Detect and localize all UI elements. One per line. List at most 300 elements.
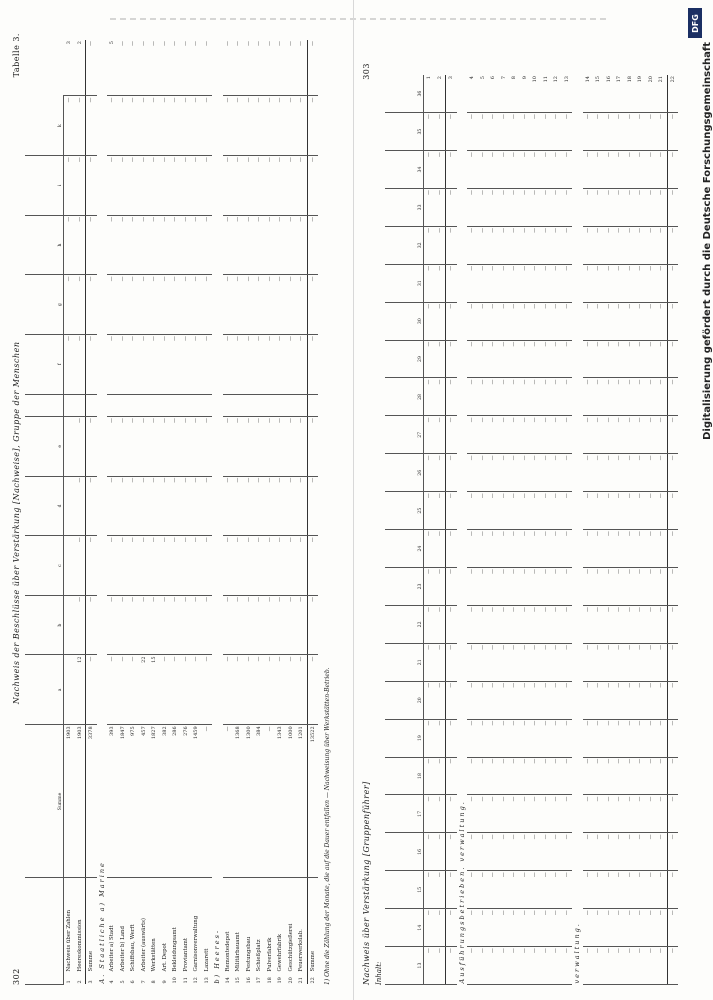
column-header: 19 (385, 719, 424, 757)
table-cell: — (435, 568, 446, 606)
table-cell: — (625, 378, 636, 416)
table-cell: — (424, 947, 435, 985)
table-cell: — (667, 605, 678, 643)
table-cell (191, 394, 202, 416)
table-cell: — (583, 226, 594, 264)
table-cell: — (435, 188, 446, 226)
table-row (604, 75, 615, 985)
table-cell: — (202, 96, 213, 156)
table-cell: — (667, 871, 678, 909)
table-cell: — (107, 275, 118, 335)
table-cell: — (520, 416, 531, 454)
table-cell: — (435, 643, 446, 681)
table-cell: — (128, 476, 139, 536)
table-cell: — (488, 302, 499, 340)
table-cell: — (646, 605, 657, 643)
table-cell: — (191, 595, 202, 655)
table-cell: — (446, 833, 457, 871)
table-cell: — (656, 492, 667, 530)
table-cell: — (583, 454, 594, 492)
table-cell: — (530, 757, 541, 795)
table-cell: — (583, 909, 594, 947)
table-cell: — (604, 530, 615, 568)
column-header: 21 (385, 643, 424, 681)
table-cell: — (625, 454, 636, 492)
table-cell: — (191, 476, 202, 536)
table-cell: — (223, 334, 234, 394)
table-cell: — (128, 156, 139, 216)
table-cell: — (446, 947, 457, 985)
row-label: Summe (88, 950, 95, 972)
table-cell: — (424, 757, 435, 795)
table-cell: — (128, 655, 139, 725)
table-cell: — (75, 215, 86, 275)
section-heading: b) Heeres- (213, 928, 222, 984)
table-cell: — (107, 536, 118, 596)
table-cell: — (635, 681, 646, 719)
table-cell: — (646, 909, 657, 947)
table-row (583, 75, 594, 985)
table-cell (75, 394, 86, 416)
table-cell: — (614, 378, 625, 416)
row-label: Schießplatz (256, 939, 263, 972)
table-cell: — (307, 96, 318, 156)
table-row (128, 40, 139, 985)
column-header: 31 (385, 264, 424, 302)
table-cell: — (139, 334, 150, 394)
table-cell: — (530, 188, 541, 226)
table-cell: — (181, 40, 192, 96)
table-row (296, 40, 307, 985)
table-cell: — (307, 40, 318, 96)
table-cell: — (435, 871, 446, 909)
table-cell: — (593, 871, 604, 909)
table-cell: — (656, 416, 667, 454)
table-cell: — (583, 188, 594, 226)
table-cell: 1903 (64, 725, 75, 878)
sub-header: Inhalt: (375, 961, 383, 985)
table-cell: 384 (254, 725, 265, 878)
table-cell: — (424, 226, 435, 264)
table-cell: — (499, 568, 510, 606)
table-cell: 975 (128, 725, 139, 878)
table-cell: — (604, 492, 615, 530)
row-label: Bekleidungsamt (172, 927, 179, 972)
table-cell: — (467, 530, 478, 568)
table-cell: — (635, 719, 646, 757)
table-cell: — (604, 113, 615, 151)
table-cell: — (583, 340, 594, 378)
table-cell: — (478, 757, 489, 795)
table-cell: — (435, 909, 446, 947)
footnote: 1) Ohne die Zählung der Monate, die auf die Dauer entfallen — Nachweisung über Werkstätten-Betrieb. (324, 667, 331, 985)
table-cell: — (275, 595, 286, 655)
table-cell: — (75, 275, 86, 335)
table-cell: — (520, 795, 531, 833)
table-cell: — (296, 215, 307, 275)
table-cell: — (139, 275, 150, 335)
column-header: 24 (385, 530, 424, 568)
table-cell (64, 655, 75, 725)
table-cell: — (118, 536, 129, 596)
table-cell: — (478, 340, 489, 378)
table-cell: — (551, 909, 562, 947)
table-cell: — (520, 947, 531, 985)
table-row (435, 75, 446, 985)
table-cell: — (64, 275, 75, 335)
table-cell: — (551, 188, 562, 226)
row-number: 16 (245, 977, 252, 984)
table-cell: — (107, 416, 118, 476)
table-cell: — (509, 416, 520, 454)
table-cell: — (551, 681, 562, 719)
table-cell: — (499, 151, 510, 189)
table-cell: — (541, 681, 552, 719)
table-cell: — (604, 416, 615, 454)
table-cell: — (562, 909, 573, 947)
table-cell: — (191, 215, 202, 275)
table-cell: — (520, 340, 531, 378)
table-cell: — (593, 226, 604, 264)
table-cell: — (223, 416, 234, 476)
table-cell: — (614, 113, 625, 151)
table-cell: — (656, 113, 667, 151)
row-label: Gewehrfabrik (277, 933, 284, 972)
table-cell: — (541, 871, 552, 909)
table-cell: — (446, 302, 457, 340)
column-header: 33 (385, 188, 424, 226)
table-cell: 1903 (75, 725, 86, 878)
table-cell: — (656, 264, 667, 302)
table-cell: — (625, 492, 636, 530)
table-row (233, 40, 244, 985)
table-cell: — (446, 530, 457, 568)
row-label: Schiffsbau, Werft (130, 924, 137, 972)
table-cell: — (181, 536, 192, 596)
table-cell (149, 394, 160, 416)
table-cell: — (656, 757, 667, 795)
table-cell: — (667, 378, 678, 416)
table-cell: — (656, 568, 667, 606)
table-cell (64, 394, 75, 416)
table-cell: — (265, 334, 276, 394)
table-cell: — (223, 96, 234, 156)
table-cell: — (265, 536, 276, 596)
table-cell: — (646, 264, 657, 302)
table-cell: — (562, 302, 573, 340)
table-cell: — (646, 795, 657, 833)
table-cell: 21 (656, 75, 667, 113)
table-cell: — (625, 340, 636, 378)
table-cell: — (139, 536, 150, 596)
table-cell (160, 394, 171, 416)
table-cell: — (296, 416, 307, 476)
table-cell: 20 (646, 75, 657, 113)
row-label: Arbeiter a) Stadt (109, 925, 116, 972)
table-row (307, 40, 318, 985)
table-cell: — (233, 334, 244, 394)
table-cell: — (509, 568, 520, 606)
table-cell: 15 (593, 75, 604, 113)
table-cell: — (562, 681, 573, 719)
table-cell: — (488, 947, 499, 985)
table-cell (202, 394, 213, 416)
table-cell: — (488, 530, 499, 568)
table-cell: — (541, 416, 552, 454)
table-cell: — (604, 947, 615, 985)
table-cell: 17 (614, 75, 625, 113)
table-cell: — (128, 96, 139, 156)
table-cell: — (530, 947, 541, 985)
column-header: 16 (385, 833, 424, 871)
table-cell: — (467, 378, 478, 416)
table-cell: — (139, 156, 150, 216)
table-cell: — (509, 454, 520, 492)
table-cell: — (614, 871, 625, 909)
table-cell: — (604, 378, 615, 416)
table-cell: — (446, 340, 457, 378)
table-cell: — (604, 264, 615, 302)
table-cell: — (625, 416, 636, 454)
table-cell: — (191, 40, 202, 96)
table-cell: — (646, 833, 657, 871)
table-cell: — (139, 96, 150, 156)
table-cell: — (509, 871, 520, 909)
table-cell: — (286, 416, 297, 476)
column-header: 30 (385, 302, 424, 340)
table-cell: — (435, 530, 446, 568)
table-cell: — (667, 719, 678, 757)
table-cell: — (478, 492, 489, 530)
table-cell: — (467, 264, 478, 302)
table-cell: — (149, 334, 160, 394)
row-label: Arbeiter b) Land (119, 926, 126, 972)
table-cell: — (265, 416, 276, 476)
table-cell: — (509, 605, 520, 643)
table-cell: — (604, 681, 615, 719)
column-header: 18 (385, 757, 424, 795)
table-cell: 18 (625, 75, 636, 113)
row-label: Nachweis über Zahlen (66, 909, 73, 972)
row-number: 22 (309, 977, 316, 984)
row-number: 4 (109, 980, 116, 984)
table-cell: — (488, 757, 499, 795)
table-cell: — (646, 378, 657, 416)
table-cell: — (520, 605, 531, 643)
table-cell: — (635, 530, 646, 568)
table-cell: — (202, 40, 213, 96)
table-cell: — (541, 909, 552, 947)
table-cell: — (604, 340, 615, 378)
table-row (64, 40, 75, 985)
table-cell: — (86, 275, 97, 335)
table-cell: — (170, 655, 181, 725)
table-cell: — (128, 334, 139, 394)
table-cell: — (181, 595, 192, 655)
table-cell: — (509, 226, 520, 264)
table-cell: — (593, 340, 604, 378)
table-cell: — (667, 113, 678, 151)
table-cell: — (646, 757, 657, 795)
table-cell: — (181, 275, 192, 335)
table-cell: — (170, 275, 181, 335)
table-cell: — (625, 264, 636, 302)
table-cell: — (509, 151, 520, 189)
page-header: Nachweis der Beschlüsse über Verstärkung [Nachweise], Gruppe der Menschen (12, 341, 21, 705)
table-cell: — (233, 156, 244, 216)
table-cell: — (275, 536, 286, 596)
table-cell: — (478, 795, 489, 833)
table-cell: — (149, 275, 160, 335)
table-cell: — (170, 476, 181, 536)
table-cell: — (520, 909, 531, 947)
table-row (86, 40, 97, 985)
table-row (202, 40, 213, 985)
table-cell: — (646, 151, 657, 189)
column-header: 25 (385, 492, 424, 530)
table-cell: — (128, 595, 139, 655)
table-row (593, 75, 604, 985)
column-header: 14 (385, 909, 424, 947)
table-cell: — (118, 156, 129, 216)
table-cell: — (530, 151, 541, 189)
table-cell: — (541, 264, 552, 302)
table-cell: — (488, 643, 499, 681)
table-cell: — (509, 643, 520, 681)
table-cell: — (530, 378, 541, 416)
table-cell: 16 (604, 75, 615, 113)
table-cell: — (75, 595, 86, 655)
table-cell: — (446, 795, 457, 833)
table-cell: — (128, 536, 139, 596)
table-cell: — (593, 378, 604, 416)
row-number: 10 (172, 977, 179, 984)
table-cell: — (307, 536, 318, 596)
table-cell: — (499, 833, 510, 871)
table-cell: — (170, 416, 181, 476)
table-cell: — (286, 595, 297, 655)
table-cell: — (467, 492, 478, 530)
table-row (478, 75, 489, 985)
table-cell: — (488, 909, 499, 947)
table-cell: — (656, 833, 667, 871)
table-cell: — (583, 719, 594, 757)
table-cell: — (530, 643, 541, 681)
digitization-credit: Digitalisierung gefördert durch die Deutsche Forschungsgemeinschaft (702, 42, 713, 440)
table-cell: — (499, 264, 510, 302)
table-cell: 12 (75, 655, 86, 725)
table-cell: — (635, 871, 646, 909)
table-cell: — (520, 378, 531, 416)
table-cell: — (286, 536, 297, 596)
table-cell: — (435, 833, 446, 871)
table-cell: — (254, 655, 265, 725)
table-cell: — (244, 476, 255, 536)
table-cell: — (635, 833, 646, 871)
table-cell: — (446, 681, 457, 719)
table-cell: — (667, 795, 678, 833)
column-header: 34 (385, 151, 424, 189)
table-cell: — (149, 595, 160, 655)
table-cell: — (541, 833, 552, 871)
table-cell: — (656, 605, 667, 643)
table-row (275, 40, 286, 985)
table-cell: — (286, 156, 297, 216)
table-cell: 12 (551, 75, 562, 113)
table-cell: — (424, 264, 435, 302)
table-cell: — (499, 378, 510, 416)
table-cell: — (593, 568, 604, 606)
table-cell: — (107, 655, 118, 725)
table-cell: — (551, 568, 562, 606)
table-row (499, 75, 510, 985)
table-cell: 382 (160, 725, 171, 878)
table-cell: — (265, 156, 276, 216)
table-cell (86, 394, 97, 416)
table-cell: — (635, 113, 646, 151)
table-cell: — (667, 909, 678, 947)
table-cell: — (435, 947, 446, 985)
table-cell: — (191, 334, 202, 394)
table-cell: — (435, 226, 446, 264)
table-cell: — (265, 215, 276, 275)
table-cell: 5 (107, 40, 118, 96)
table-cell: — (170, 156, 181, 216)
table-cell: — (551, 757, 562, 795)
table-cell: — (583, 568, 594, 606)
table-cell: — (446, 113, 457, 151)
column-header: 15 (385, 871, 424, 909)
table-cell: — (275, 156, 286, 216)
table-cell: — (530, 681, 541, 719)
table-cell: — (562, 643, 573, 681)
table-row (625, 75, 636, 985)
table-cell: — (307, 655, 318, 725)
table-cell: — (160, 416, 171, 476)
table-cell: 8 (509, 75, 520, 113)
table-cell: 3378 (86, 725, 97, 878)
table-cell: — (541, 568, 552, 606)
table-row (551, 75, 562, 985)
table-cell: — (551, 416, 562, 454)
table-cell: — (435, 151, 446, 189)
table-cell: — (562, 947, 573, 985)
table-cell: — (467, 416, 478, 454)
table-cell: — (635, 151, 646, 189)
table-cell: — (614, 719, 625, 757)
table-cell: — (635, 605, 646, 643)
table-cell: — (646, 530, 657, 568)
table-cell: — (499, 643, 510, 681)
column-header: 26 (385, 454, 424, 492)
table-cell: — (296, 96, 307, 156)
table-cell: — (656, 947, 667, 985)
row-number: 6 (130, 980, 137, 984)
table-cell: — (424, 416, 435, 454)
table-cell: — (625, 151, 636, 189)
table-cell: — (530, 871, 541, 909)
column-header: 27 (385, 416, 424, 454)
table-cell: — (488, 151, 499, 189)
table-cell: — (593, 530, 604, 568)
table-cell: — (478, 264, 489, 302)
table-cell: — (520, 833, 531, 871)
table-cell: — (139, 215, 150, 275)
table-cell: — (488, 795, 499, 833)
table-cell: — (509, 795, 520, 833)
table-cell: — (424, 795, 435, 833)
table-cell: — (488, 264, 499, 302)
